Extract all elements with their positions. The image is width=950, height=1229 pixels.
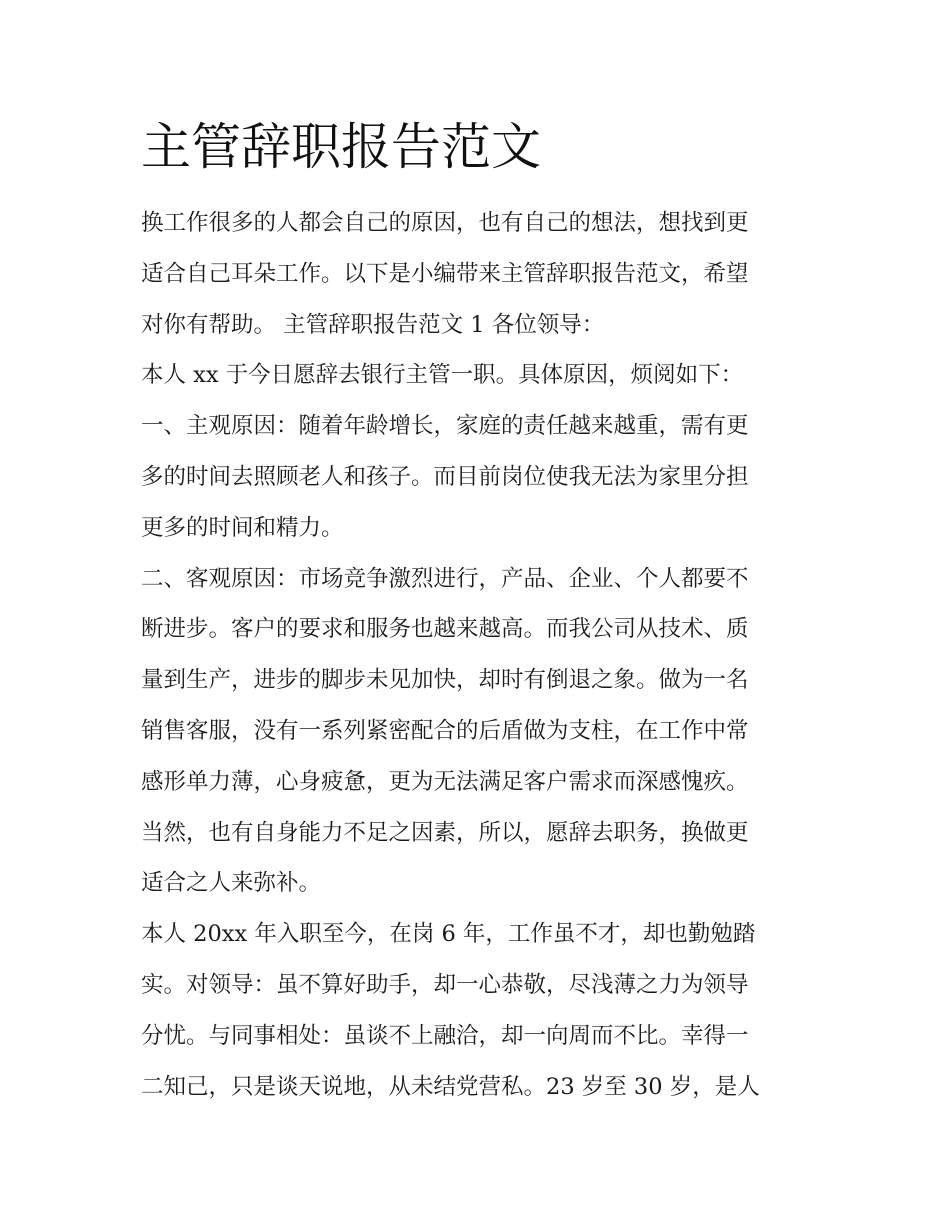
text-line: 适合之人来弥补。 <box>141 870 322 897</box>
text-line: 分忧。与同事相处：虽谈不上融洽，却一向周而不比。幸得一 <box>141 1022 749 1049</box>
text-line: 本人 xx 于今日愿辞去银行主管一职。具体原因，烦阅如下： <box>141 362 744 389</box>
text-line: 感形单力薄，心身疲惫，更为无法满足客户需求而深感愧疚。 <box>141 768 749 795</box>
text-line: 销售客服，没有一系列紧密配合的后盾做为支柱，在工作中常 <box>141 717 749 744</box>
text-line: 二知己，只是谈天说地，从未结党营私。23 岁至 30 岁，是人 <box>141 1073 760 1100</box>
text-line: 一、主观原因：随着年龄增长，家庭的责任越来越重，需有更 <box>141 413 749 440</box>
text-line: 适合自己耳朵工作。以下是小编带来主管辞职报告范文，希望 <box>141 260 749 287</box>
text-line: 当然，也有自身能力不足之因素，所以，愿辞去职务，换做更 <box>141 819 749 846</box>
text-line: 实。对领导：虽不算好助手，却一心恭敬，尽浅薄之力为领导 <box>141 971 749 998</box>
text-line: 换工作很多的人都会自己的原因，也有自己的想法，想找到更 <box>141 210 749 236</box>
text-line: 更多的时间和精力。 <box>141 514 344 541</box>
text-line: 量到生产，进步的脚步未见加快，却时有倒退之象。做为一名 <box>141 667 749 694</box>
text-line: 二、客观原因：市场竞争激烈进行，产品、企业、个人都要不 <box>141 565 749 592</box>
document-body <box>141 198 841 1112</box>
document-title: 主管辞职报告范文 <box>141 118 541 176</box>
text-line: 本人 20xx 年入职至今，在岗 6 年，工作虽不才，却也勤勉踏 <box>141 921 756 948</box>
text-line: 断进步。客户的要求和服务也越来越高。而我公司从技术、质 <box>141 616 749 643</box>
text-line: 对你有帮助。 主管辞职报告范文 1 各位领导： <box>141 311 605 338</box>
text-line: 多的时间去照顾老人和孩子。而目前岗位使我无法为家里分担 <box>141 463 749 490</box>
